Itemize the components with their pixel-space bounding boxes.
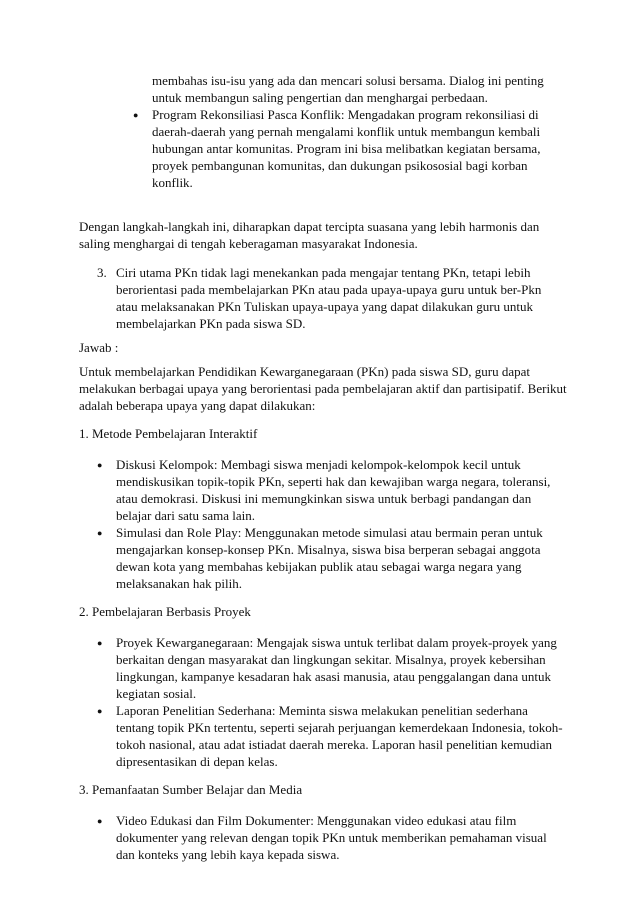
list-item-line: melaksanakan hak pilih. xyxy=(116,576,242,591)
bullet-icon: ● xyxy=(97,816,103,826)
section-heading: 1. Metode Pembelajaran Interaktif xyxy=(79,426,258,441)
list-item-line: Diskusi Kelompok: Membagi siswa menjadi kelompok-kelompok kecil untuk xyxy=(116,457,521,472)
intro-line: adalah beberapa upaya yang dapat dilakukan: xyxy=(79,398,316,413)
intro-line: melakukan berbagai upaya yang berorientasi pada pembelajaran aktif dan partisipatif. Berikut xyxy=(79,381,567,396)
list-item-line: Proyek Kewarganegaraan: Mengajak siswa untuk terlibat dalam proyek-proyek yang xyxy=(116,635,557,650)
list-item-line: kegiatan sosial. xyxy=(116,686,197,701)
list-item-line: membahas isu-isu yang ada dan mencari solusi bersama. Dialog ini penting xyxy=(152,73,544,88)
list-item-line: proyek pembangunan komunitas, dan dukungan psikososial bagi korban xyxy=(152,158,528,173)
list-item-line: berkaitan dengan masyarakat dan lingkungan sekitar. Misalnya, proyek kebersihan xyxy=(116,652,546,667)
list-item-line: Simulasi dan Role Play: Menggunakan metode simulasi atau bermain peran untuk xyxy=(116,525,543,540)
list-item-line: konflik. xyxy=(152,175,193,190)
list-item-line: hubungan antar komunitas. Program ini bisa melibatkan kegiatan bersama, xyxy=(152,141,541,156)
question-line: Ciri utama PKn tidak lagi menekankan pada mengajar tentang PKn, tetapi lebih xyxy=(116,265,531,280)
question-line: membelajarkan PKn pada siswa SD. xyxy=(116,316,306,331)
list-item-line: mengajarkan konsep-konsep PKn. Misalnya, siswa bisa berperan sebagai anggota xyxy=(116,542,541,557)
section-heading: 2. Pembelajaran Berbasis Proyek xyxy=(79,604,251,619)
bullet-icon: ● xyxy=(97,706,103,716)
list-item-line: tentang topik PKn tertentu, seperti sejarah perjuangan kemerdekaan Indonesia, tokoh- xyxy=(116,720,563,735)
list-item-line: lingkungan, kampanye kesadaran hak asasi manusia, atau penggalangan dana untuk xyxy=(116,669,551,684)
conclusion-line: Dengan langkah-langkah ini, diharapkan dapat tercipta suasana yang lebih harmonis dan xyxy=(79,219,540,234)
list-item-line: mendiskusikan topik-topik PKn, seperti hak dan kewajiban warga negara, toleransi, xyxy=(116,474,551,489)
question-line: berorientasi pada membelajarkan PKn atau pada upaya-upaya guru untuk ber-Pkn xyxy=(116,282,542,297)
list-item-line: atau demokrasi. Diskusi ini memungkinkan siswa untuk berbagi pandangan dan xyxy=(116,491,532,506)
answer-label: Jawab : xyxy=(79,340,119,355)
list-item-line: Video Edukasi dan Film Dokumenter: Menggunakan video edukasi atau film xyxy=(116,813,517,828)
question-line: atau melaksanakan PKn Tuliskan upaya-upaya yang dapat dilakukan guru untuk xyxy=(116,299,533,314)
intro-line: Untuk membelajarkan Pendidikan Kewarganegaraan (PKn) pada siswa SD, guru dapat xyxy=(79,364,531,379)
question-number: 3. xyxy=(97,265,107,280)
bullet-icon: ● xyxy=(133,110,139,120)
list-item-line: dan konteks yang lebih kaya kepada siswa. xyxy=(116,847,340,862)
section-heading: 3. Pemanfaatan Sumber Belajar dan Media xyxy=(79,782,303,797)
bullet-icon: ● xyxy=(97,528,103,538)
list-item-line: dipresentasikan di depan kelas. xyxy=(116,754,278,769)
list-item-line: dewan kota yang membahas kebijakan publik atau sebagai warga negara yang xyxy=(116,559,522,574)
list-item-line: Program Rekonsiliasi Pasca Konflik: Mengadakan program rekonsiliasi di xyxy=(152,107,539,122)
bullet-icon: ● xyxy=(97,638,103,648)
list-item-line: belajar dari satu sama lain. xyxy=(116,508,255,523)
list-item-line: untuk membangun saling pengertian dan menghargai perbedaan. xyxy=(152,90,488,105)
list-item-line: Laporan Penelitian Sederhana: Meminta siswa melakukan penelitian sederhana xyxy=(116,703,528,718)
list-item-line: dokumenter yang relevan dengan topik PKn untuk memberikan pemahaman visual xyxy=(116,830,547,845)
conclusion-line: saling menghargai di tengah keberagaman masyarakat Indonesia. xyxy=(79,236,418,251)
bullet-icon: ● xyxy=(97,460,103,470)
list-item-line: tokoh nasional, atau adat istiadat daerah mereka. Laporan hasil penelitian kemudian xyxy=(116,737,553,752)
list-item-line: daerah-daerah yang pernah mengalami konflik untuk membangun kembali xyxy=(152,124,541,139)
